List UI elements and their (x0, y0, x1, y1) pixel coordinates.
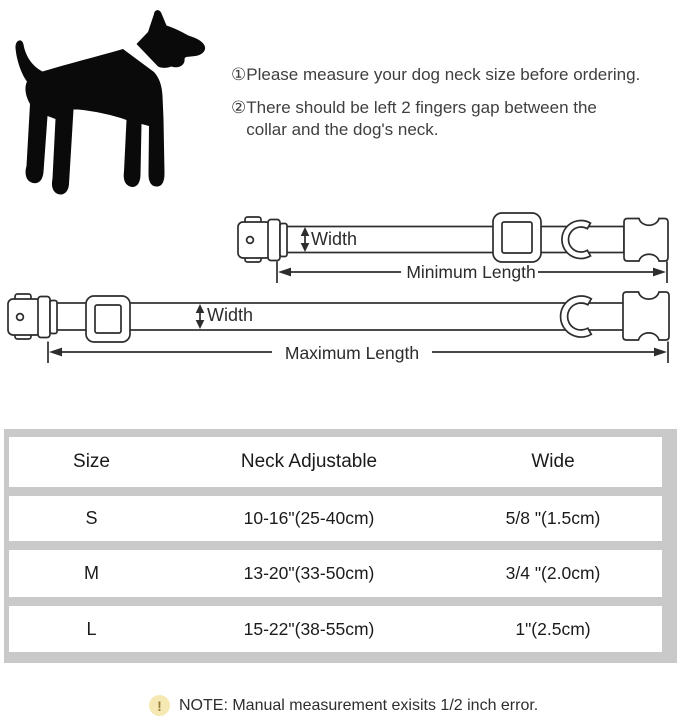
tri-glide-slider-icon (86, 296, 130, 342)
dog-silhouette-icon (5, 5, 220, 200)
note-text: NOTE: Manual measurement exisits 1/2 inch error. (179, 696, 539, 714)
instruction-item-1 (231, 64, 679, 87)
instruction-text-2: There should be left 2 fingers gap between the collar and the dog's neck. (246, 97, 597, 139)
table-header-row (9, 437, 662, 487)
instructions-list (231, 64, 679, 152)
male-buckle-icon (623, 292, 669, 340)
max-length-label: Maximum Length (284, 343, 420, 363)
max-collar-width-label: Width (207, 305, 254, 325)
instruction-text-1: Please measure your dog neck size before ordering. (246, 65, 641, 84)
female-buckle-icon (8, 294, 57, 339)
dog-head-shape (137, 10, 206, 68)
tri-glide-slider-icon (493, 213, 541, 262)
dog-body-shape (15, 40, 164, 194)
cell-size: M (84, 563, 99, 583)
exclamation-icon: ! (149, 695, 170, 716)
cell-neck: 10-16"(25-40cm) (243, 508, 375, 528)
min-collar-width-label: Width (311, 229, 358, 249)
table-row-l (9, 606, 662, 652)
table-row-m (9, 550, 662, 597)
cell-size: L (86, 618, 97, 639)
header-size: Size (73, 451, 110, 472)
cell-size: S (85, 508, 98, 528)
female-buckle-icon (238, 217, 287, 262)
header-wide: Wide (531, 451, 575, 472)
max-length-collar-diagram (0, 285, 679, 380)
male-buckle-icon (624, 219, 668, 262)
collar-strap (52, 303, 648, 330)
min-length-label: Minimum Length (406, 262, 536, 282)
cell-wide: 1"(2.5cm) (515, 618, 591, 639)
circled-number-1: ① (231, 65, 247, 84)
cell-wide: 3/4 "(2.0cm) (505, 563, 601, 583)
note-row (149, 695, 538, 716)
cell-neck: 13-20"(33-50cm) (243, 563, 375, 583)
cell-neck: 15-22"(38-55cm) (243, 618, 375, 639)
table-row-s (9, 496, 662, 541)
header-neck-adjustable: Neck Adjustable (240, 451, 378, 472)
cell-wide: 5/8 "(1.5cm) (505, 508, 601, 528)
instruction-item-2 (231, 97, 679, 142)
circled-number-2: ② (231, 97, 247, 117)
size-chart-table (4, 429, 677, 663)
